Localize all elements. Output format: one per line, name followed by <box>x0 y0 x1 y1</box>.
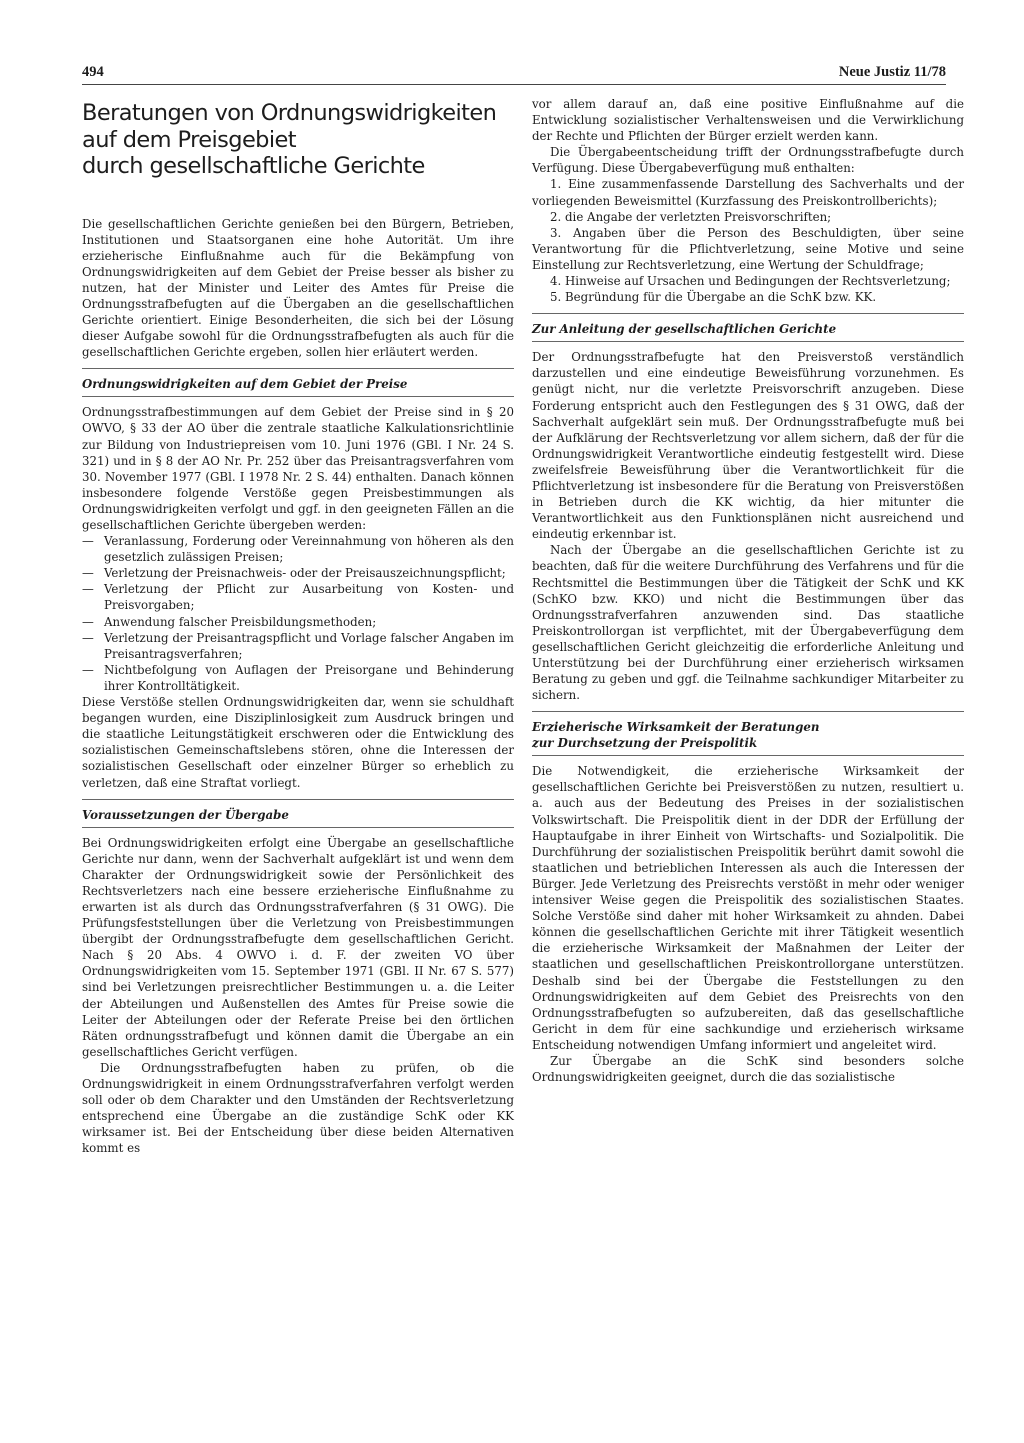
list-item: 2. die Angabe der verletzten Preisvorschriften; <box>550 209 832 224</box>
dash-bullet: — <box>82 534 94 549</box>
dash-bullet: — <box>82 566 94 581</box>
dash-bullet: — <box>82 630 94 645</box>
section-heading: Voraussetzungen der Übergabe <box>82 799 514 828</box>
paragraph: Nach der Übergabe an die gesellschaftlichen Gerichte ist zu beachten, daß für die weitere Durchführung des Verfahrens und für die Rechtsmittel die Bestimmungen über die Tätigkeit der SchK und KK (SchKO bzw. KKO) und nicht die Bestimmungen über das Ordnungsstrafverfahren anzuwenden sind. Das staatliche Preiskontrollorgan ist verpflichtet, mit der Übergabeverfügung dem gesellschaftlichen Gericht gleichzeitig die erforderliche Anleitung und Unterstützung bei der Durchführung einer erzieherisch wirksamen Beratung zu geben und ggf. die Teilnahme sachkundiger Mitarbeiter zu sichern. <box>532 543 964 703</box>
journal-issue: Neue Justiz 11/78 <box>838 64 946 80</box>
section-heading: Zur Anleitung der gesellschaftlichen Gerichte <box>532 313 964 342</box>
list-item: — Anwendung falscher Preisbildungsmethoden; <box>82 614 377 629</box>
section-heading: Ordnungswidrigkeiten auf dem Gebiet der Preise <box>82 368 514 397</box>
list-item: 3. Angaben über die Person des Beschuldigten, über seine Verantwortung für die Pflichtverletzung, seine Motive und seine Einstellung zur Rechtsverletzung, eine Wertung der Schuldfrage; <box>532 225 964 272</box>
list-item: 4. Hinweise auf Ursachen und Bedingungen der Rechtsverletzung; <box>550 274 951 289</box>
title-line: Beratungen von Ordnungswidrigkeiten <box>82 100 497 126</box>
paragraph: vor allem darauf an, daß eine positive Einflußnahme auf die Entwicklung sozialistischer Verhaltensweisen und die Verwirklichung der Rechte und Pflichten der Bürger erzielt werden kann. <box>532 97 964 144</box>
title-line: auf dem Preisgebiet <box>82 126 296 153</box>
paragraph: Die Ordnungsstrafbefugten haben zu prüfen, ob die Ordnungswidrigkeit in einem Ordnungsstrafverfahren verfolgt werden soll oder ob dem Charakter und den Umständen der Rechtsverletzung entsprechend eine Übergabe an die zuständige SchK oder KK wirksamer ist. Bei der Entscheidung über diese beiden Alternativen kommt es <box>82 1060 514 1156</box>
paragraph: Bei Ordnungswidrigkeiten erfolgt eine Übergabe an gesellschaftliche Gerichte nur dann, wenn der Sachverhalt aufgeklärt ist und wenn dem Charakter der Ordnungswidrigkeit sowie der Persönlichkeit des Rechtsverletzers nach eine bessere erzieherische Einflußnahme zu erwarten ist als durch das Ordnungsstrafverfahren (§ 31 OWG). Die Prüfungsfeststellungen über die Verletzung von Preisbestimmungen übergibt der Ordnungsstrafbefugte dem gesellschaftlichen Gericht. Nach § 20 Abs. 4 OWVO i. d. F. der zweiten VO über Ordnungswidrigkeiten vom 15. September 1971 (GBl. II Nr. 67 S. 577) sind bei Verletzungen preisrechtlicher Bestimmungen u. a. die Leiter der Abteilungen und Außenstellen des Amtes für Preise sowie die Leiter der Abteilungen oder der Referate Preise bei den örtlichen Räten ordnungsstrafbefugt und können damit die Übergabe an ein gesellschaftliches Gericht verfügen. <box>82 835 514 1059</box>
paragraph: Diese Verstöße stellen Ordnungswidrigkeiten dar, wenn sie schuldhaft begangen wurden, eine Disziplinlosigkeit zum Ausdruck bringen und die staatliche Leitungstätigkeit erschweren oder die Entwicklung des sozialistischen Gemeinschaftslebens stören, ohne die Interessen der sozialistischen Gesellschaft oder einzelner Bürger so erheblich zu verletzen, daß eine Straftat vorliegt. <box>82 695 514 790</box>
dash-bullet: — <box>82 582 94 597</box>
list-item: 1. Eine zusammenfassende Darstellung des Sachverhalts und der vorliegenden Beweismittel (Kurzfassung des Preiskontrollberichts); <box>532 177 964 208</box>
list-item: — Nichtbefolgung von Auflagen der Preisorgane und Behinderung ihrer Kontrolltätigkeit. <box>82 662 514 693</box>
section-wirksamkeit <box>532 711 964 1085</box>
section-ordnungswidrigkeiten <box>82 368 514 790</box>
list-item: — Verletzung der Preisantragspflicht und Vorlage falscher Angaben im Preisantragsverfahren; <box>82 630 514 661</box>
paragraph: Ordnungsstrafbestimmungen auf dem Gebiet der Preise sind in § 20 OWVO, § 33 der AO über die zentrale staatliche Kalkulationsrichtlinie zur Bildung von Industriepreisen vom 10. Juni 1976 (GBl. I Nr. 24 S. 321) und in § 8 der AO Nr. Pr. 252 über das Preisantragsverfahren vom 30. November 1977 (GBl. I 1978 Nr. 2 S. 44) enthalten. Danach können insbesondere folgende Verstöße gegen Preisbestimmungen als Ordnungswidrigkeiten verfolgt und ggf. in den geeigneten Fällen an die gesellschaftlichen Gerichte übergeben werden: <box>82 405 514 532</box>
left-column <box>82 96 514 1156</box>
violation-list <box>82 533 514 694</box>
header-rule <box>82 84 946 85</box>
section-heading: Erzieherische Wirksamkeit der Beratungen zur Durchsetzung der Preispolitik <box>532 711 964 756</box>
dash-bullet: — <box>82 614 94 629</box>
list-item: 5. Begründung für die Übergabe an die SchK bzw. KK. <box>550 290 877 305</box>
intro-paragraph: Die gesellschaftlichen Gerichte genießen bei den Bürgern, Betrieben, Institutionen und Staatsorganen eine hohe Autorität. Um ihre erzieherische Einflußnahme auch für die Bekämpfung von Ordnungswidrigkeiten auf dem Gebiet der Preise besser als bisher zu nutzen, hat der Minister und Leiter des Amtes für Preise die Ordnungsstrafbefugten auf die Übergaben an die gesellschaftlichen Gerichte orientiert. Einige Besonderheiten, die sich bei der Lösung dieser Aufgabe sowohl für die Ordnungsstrafbefugten als auch für die gesellschaftlichen Gerichte ergeben, sollen hier erläutert werden. <box>82 216 514 360</box>
list-item: — Veranlassung, Forderung oder Vereinnahmung von höheren als den gesetzlich zulässigen Preisen; <box>82 534 514 565</box>
uebergabe-requirements-list <box>532 176 964 305</box>
dash-bullet: — <box>82 662 94 677</box>
list-item: — Verletzung der Preisnachweis- oder der Preisauszeichnungspflicht; <box>82 566 506 581</box>
section-voraussetzungen <box>82 799 514 1157</box>
paragraph: Der Ordnungsstrafbefugte hat den Preisverstoß verständlich darzustellen und eine eindeutige Beweisführung vorzunehmen. Es genügt nicht, nur die verletzte Preisvorschrift anzugeben. Diese Forderung entspricht auch den Festlegungen des § 31 OWG, daß der Sachverhalt aufgeklärt sein muß. Der Ordnungsstrafbefugte muß bei der Aufklärung der Rechtsverletzung vor allem sichern, daß der für die Ordnungswidrigkeit Verantwortliche eindeutig festgestellt wird. Diese zweifelsfreie Beweisführung über die Verantwortlichkeit für die Pflichtverletzung ist insbesondere für die Beratung von Preisverstößen in Betrieben durch die KK wichtig, da hier mitunter die Verantwortlichkeit aus den Funktionsplänen nicht ausreichend und eindeutig erkennbar ist. <box>532 350 964 542</box>
title-line: durch gesellschaftliche Gerichte <box>82 153 425 179</box>
page-header <box>82 64 946 86</box>
section-anleitung <box>532 313 964 703</box>
paragraph: Die Notwendigkeit, die erzieherische Wirksamkeit der gesellschaftlichen Gerichte bei Preisverstößen zu nutzen, resultiert u. a. auch aus der Bedeutung des Preises in der sozialistischen Volkswirtschaft. Die Preispolitik dient in der DDR der Erfüllung der Hauptaufgabe in ihrer Einheit von Wirtschafts- und Sozialpolitik. Die Durchführung der sozialistischen Preispolitik berührt damit sowohl die staatlichen und betrieblichen Interessen als auch die Interessen der Bürger. Jede Verletzung des Preisrechts verstößt in mehr oder weniger intensiver Weise gegen die Preispolitik des sozialistischen Staates. Solche Verstöße sind daher mit hoher Wirksamkeit zu ahnden. Dabei können die gesellschaftlichen Gerichte mit ihrer Tätigkeit wesentlich die erzieherische Wirksamkeit der Maßnahmen der Leiter der staatlichen und gesellschaftlichen Preiskontrollorgane unterstützen. Deshalb sind bei der Übergabe die Feststellungen zu den Ordnungswidrigkeiten auf dem Gebiet des Preisrechts von den Ordnungsstrafbefugten so aufzubereiten, daß das gesellschaftliche Gericht in dem für eine sachkundige und erzieherisch wirksame Entscheidung notwendigen Umfang informiert und angeleitet wird. <box>532 764 964 1052</box>
list-item: — Verletzung der Pflicht zur Ausarbeitung von Kosten- und Preisvorgaben; <box>82 582 514 613</box>
right-column <box>532 96 964 1085</box>
paragraph: Die Übergabeentscheidung trifft der Ordnungsstrafbefugte durch Verfügung. Diese Übergabeverfügung muß enthalten: <box>532 145 964 176</box>
article-title <box>82 100 514 180</box>
page-number: 494 <box>82 64 104 80</box>
paragraph: Zur Übergabe an die SchK sind besonders solche Ordnungswidrigkeiten geeignet, durch die das sozialistische <box>532 1053 964 1085</box>
